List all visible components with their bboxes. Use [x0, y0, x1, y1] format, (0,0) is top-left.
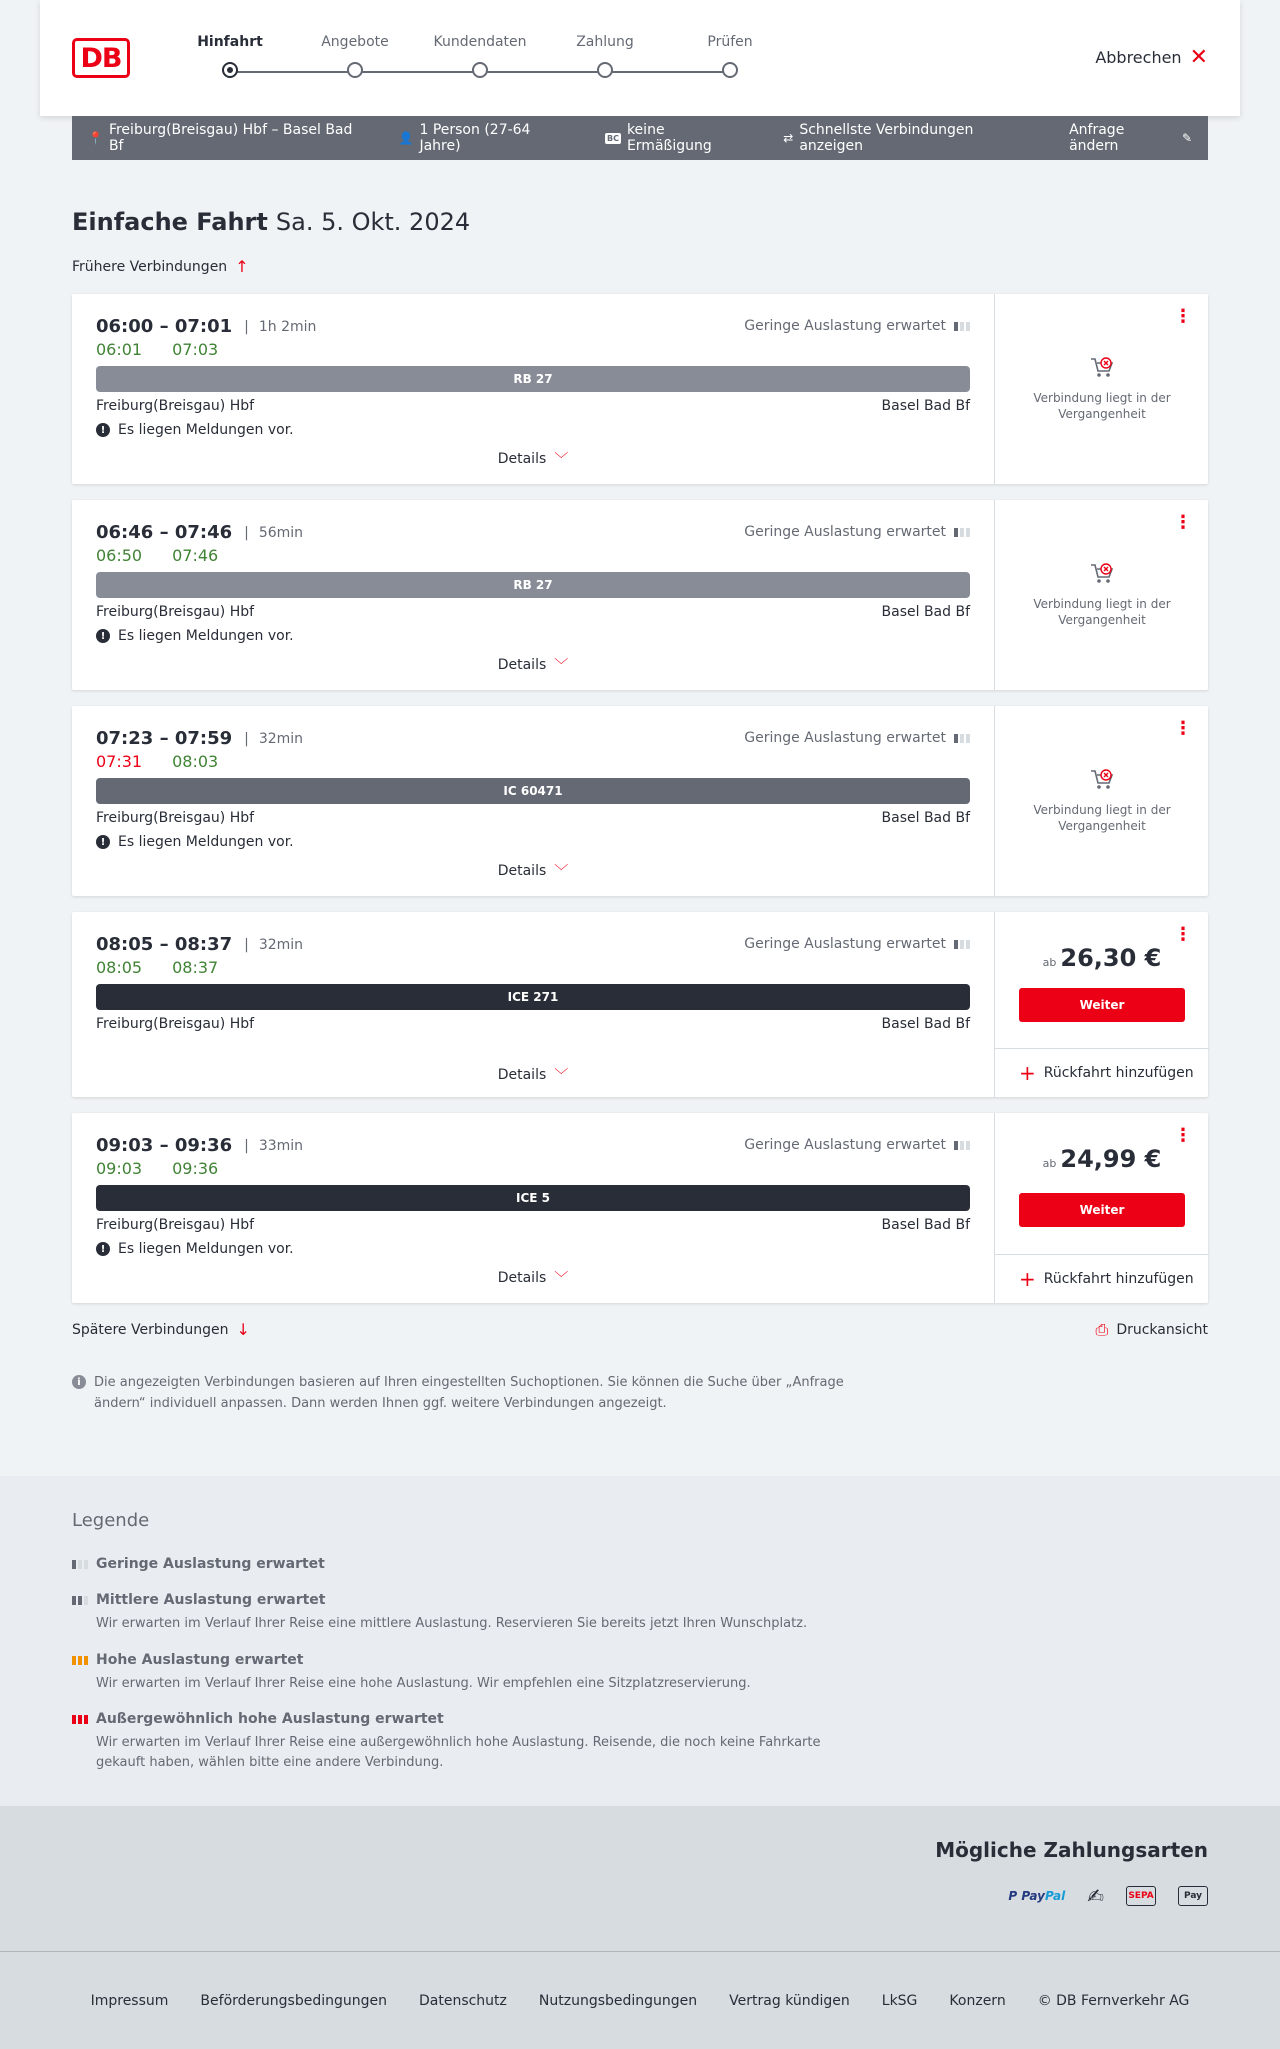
connection-times: [96, 1135, 303, 1156]
step-dot-icon: [222, 62, 238, 78]
destination-station: Basel Bad Bf: [881, 398, 970, 414]
info-text: Die angezeigten Verbindungen basieren auf Ihren eingestellten Suchoptionen. Sie können die Suche über „Anfrage ändern“ individuell anpassen. Dann werden Ihnen ggf. weitere Verbindungen angezeigt.: [94, 1375, 844, 1411]
offer-panel: [994, 294, 1208, 484]
step-angebote[interactable]: [295, 34, 415, 56]
realtime-departure: 06:50: [96, 546, 143, 565]
details-toggle[interactable]: [72, 861, 994, 881]
chevron-down-icon: ﹀: [554, 658, 569, 674]
passengers-text: 1 Person (27-64 Jahre): [419, 122, 531, 154]
step-dot-icon: [347, 62, 363, 78]
print-view-link[interactable]: [1096, 1320, 1208, 1340]
details-label: Details: [497, 451, 547, 467]
connection-card: [72, 294, 1208, 484]
step-label: Zahlung: [576, 34, 634, 50]
occupancy-level-icon: [72, 1560, 88, 1569]
step-label: Hinfahrt: [197, 34, 263, 50]
cancel-label: Abbrechen: [1095, 48, 1182, 67]
alert-icon: !: [96, 423, 110, 437]
details-label: Details: [497, 1067, 547, 1083]
offer-panel: [994, 500, 1208, 690]
legend-item-title: Außergewöhnlich hohe Auslastung erwartet: [96, 1711, 444, 1727]
earlier-label: Frühere Verbindungen: [72, 258, 228, 275]
step-zahlung[interactable]: [545, 34, 665, 56]
connection-details[interactable]: [72, 500, 994, 690]
return-label: Rückfahrt hinzufügen: [1043, 1270, 1194, 1287]
bahncard-icon: BC: [606, 133, 619, 143]
origin-station: Freiburg(Breisgau) Hbf: [96, 398, 255, 414]
footer-link[interactable]: © DB Fernverkehr AG: [1037, 1992, 1190, 2009]
connection-details[interactable]: [72, 294, 994, 484]
duration: 32min: [258, 730, 304, 747]
payment-icons: [1008, 1884, 1208, 1908]
past-connection-note: [995, 768, 1209, 834]
db-logo[interactable]: DB: [72, 38, 130, 78]
summary-route: [88, 122, 367, 154]
past-connection-note: [995, 356, 1209, 422]
message-notice[interactable]: [96, 1241, 294, 1257]
occupancy-low-icon: [954, 322, 970, 331]
paypal-b: Pal: [1044, 1889, 1066, 1903]
connection-times: [96, 728, 303, 749]
occupancy-indicator: [744, 1137, 970, 1153]
legend-item-title: Geringe Auslastung erwartet: [96, 1556, 325, 1572]
occupancy-label: Geringe Auslastung erwartet: [744, 318, 946, 334]
more-options-icon[interactable]: ⋮: [1174, 306, 1192, 327]
realtime-arrival: 08:03: [172, 752, 219, 771]
footer-link[interactable]: Vertrag kündigen: [729, 1992, 850, 2009]
price: [995, 1145, 1209, 1173]
cart-unavailable-icon: [1089, 768, 1115, 792]
separator: |: [244, 936, 249, 953]
summary-passengers: [399, 122, 573, 154]
connection-details[interactable]: [72, 706, 994, 896]
realtime-departure: 08:05: [96, 958, 143, 977]
legend-item: [72, 1556, 872, 1572]
change-request-button[interactable]: [1069, 122, 1192, 154]
step-kundendaten[interactable]: [420, 34, 540, 56]
occupancy-level-icon: [72, 1715, 88, 1724]
legend-item-head: [72, 1711, 872, 1727]
stations: [96, 1217, 970, 1233]
sepa-icon: SEPA: [1126, 1886, 1156, 1906]
chevron-down-icon: ﹀: [554, 452, 569, 468]
arrow-down-icon: ↓: [236, 1320, 250, 1339]
realtime-times: [96, 1159, 218, 1178]
offer-panel: [994, 706, 1208, 896]
payment-title: Mögliche Zahlungsarten: [935, 1838, 1208, 1862]
planned-times: 07:23 – 07:59: [96, 728, 233, 749]
chevron-down-icon: ﹀: [554, 864, 569, 880]
legend-item: [72, 1652, 872, 1694]
legend-item-head: [72, 1652, 872, 1668]
return-label: Rückfahrt hinzufügen: [1043, 1064, 1194, 1081]
legend-item-desc: Wir erwarten im Verlauf Ihrer Reise eine mittlere Auslastung. Reservieren Sie bereits jetzt Ihren Wunschplatz.: [96, 1616, 808, 1631]
destination-station: Basel Bad Bf: [881, 810, 970, 826]
apple-pay-icon: [1178, 1886, 1208, 1906]
payment-section: [0, 1806, 1280, 1951]
realtime-arrival: 08:37: [172, 958, 219, 977]
planned-times: 06:46 – 07:46: [96, 522, 233, 543]
connection-card: [72, 706, 1208, 896]
message-notice[interactable]: [96, 834, 294, 850]
price-value: 24,99 €: [1060, 1145, 1162, 1173]
step-label: Angebote: [321, 34, 389, 50]
past-label: Verbindung liegt in der Vergangenheit: [1033, 391, 1171, 421]
step-dot-icon: [722, 62, 738, 78]
location-pin-icon: 📍: [88, 131, 103, 145]
arrow-up-icon: ↑: [235, 257, 249, 276]
realtime-times: [96, 546, 218, 565]
connection-card: [72, 500, 1208, 690]
origin-station: Freiburg(Breisgau) Hbf: [96, 810, 255, 826]
later-connections-link[interactable]: [72, 1320, 250, 1339]
planned-times: 08:05 – 08:37: [96, 934, 233, 955]
price: [995, 944, 1209, 972]
progress-steps: [197, 34, 753, 84]
details-toggle[interactable]: [72, 1065, 994, 1085]
price-value: 26,30 €: [1060, 944, 1162, 972]
footer: [0, 1951, 1280, 2049]
realtime-arrival: 07:46: [172, 546, 219, 565]
page-title: [72, 208, 470, 236]
invoice-hand-icon: ✍: [1087, 1884, 1104, 1908]
header: [40, 0, 1240, 116]
train-badge[interactable]: ICE 271: [96, 984, 970, 1010]
legend-item-title: Mittlere Auslastung erwartet: [96, 1592, 326, 1608]
duration: 33min: [258, 1137, 304, 1154]
separator: |: [244, 524, 249, 541]
stations: [96, 810, 970, 826]
discount-text: keine Ermäßigung: [626, 122, 712, 154]
add-return-trip-button[interactable]: [995, 1048, 1209, 1096]
add-return-trip-button[interactable]: [995, 1254, 1209, 1302]
applepay-text: Pay: [1183, 1891, 1203, 1901]
details-label: Details: [497, 1270, 547, 1286]
realtime-arrival: 09:36: [172, 1159, 219, 1178]
realtime-times: [96, 340, 218, 359]
fastest-text: Schnellste Verbindungen anzeigen: [799, 122, 974, 154]
planned-times: 09:03 – 09:36: [96, 1135, 233, 1156]
more-options-icon[interactable]: ⋮: [1174, 512, 1192, 533]
train-badge[interactable]: ICE 5: [96, 1185, 970, 1211]
realtime-times: [96, 958, 218, 977]
message-label: Es liegen Meldungen vor.: [118, 628, 294, 644]
offer-panel: [994, 1113, 1208, 1303]
step-pruefen[interactable]: [670, 34, 790, 56]
footer-link[interactable]: Nutzungsbedingungen: [538, 1992, 698, 2009]
realtime-arrival: 07:03: [172, 340, 219, 359]
separator: |: [244, 1137, 249, 1154]
duration: 56min: [258, 524, 304, 541]
alert-icon: !: [96, 1242, 110, 1256]
details-toggle[interactable]: [72, 1268, 994, 1288]
past-label: Verbindung liegt in der Vergangenheit: [1033, 597, 1171, 627]
footer-link[interactable]: Impressum: [90, 1992, 169, 2009]
legend-item-head: [72, 1592, 872, 1608]
connection-times: [96, 934, 303, 955]
occupancy-label: Geringe Auslastung erwartet: [744, 730, 946, 746]
legend-item: [72, 1711, 872, 1773]
separator: |: [244, 318, 249, 335]
swap-arrows-icon: ⇄: [783, 131, 794, 145]
details-toggle[interactable]: [72, 655, 994, 675]
occupancy-low-icon: [954, 528, 970, 537]
details-label: Details: [497, 863, 547, 879]
footer-link[interactable]: Konzern: [949, 1992, 1006, 2009]
occupancy-low-icon: [954, 940, 970, 949]
plus-icon: +: [1019, 1266, 1036, 1291]
cancel-button[interactable]: [1095, 44, 1208, 70]
summary-fastest[interactable]: [783, 122, 1037, 154]
connection-card: [72, 1113, 1208, 1303]
route-text: Freiburg(Breisgau) Hbf – Basel Bad Bf: [108, 122, 353, 154]
destination-station: Basel Bad Bf: [881, 604, 970, 620]
offer-panel: [994, 912, 1208, 1097]
chevron-down-icon: ﹀: [554, 1068, 569, 1084]
alert-icon: !: [96, 629, 110, 643]
more-options-icon[interactable]: ⋮: [1174, 1125, 1192, 1146]
cart-unavailable-icon: [1089, 562, 1115, 586]
change-request-label: Anfrage ändern: [1069, 122, 1125, 154]
footer-link[interactable]: Datenschutz: [418, 1992, 507, 2009]
connection-details[interactable]: [72, 1113, 994, 1303]
pencil-icon: ✎: [1181, 131, 1192, 145]
occupancy-indicator: [744, 318, 970, 334]
step-hinfahrt[interactable]: [170, 34, 290, 56]
origin-station: Freiburg(Breisgau) Hbf: [96, 1217, 255, 1233]
past-label: Verbindung liegt in der Vergangenheit: [1033, 803, 1171, 833]
cart-unavailable-icon: [1089, 356, 1115, 380]
continue-button[interactable]: Weiter: [1019, 1193, 1185, 1227]
trip-date: Sa. 5. Okt. 2024: [275, 208, 471, 236]
occupancy-level-icon: [72, 1656, 88, 1665]
occupancy-label: Geringe Auslastung erwartet: [744, 936, 946, 952]
occupancy-indicator: [744, 936, 970, 952]
legend-item-head: [72, 1556, 872, 1572]
train-badge[interactable]: IC 60471: [96, 778, 970, 804]
close-icon: ✕: [1189, 44, 1208, 70]
details-toggle[interactable]: [72, 449, 994, 469]
destination-station: Basel Bad Bf: [881, 1016, 970, 1032]
legend-item-desc: Wir erwarten im Verlauf Ihrer Reise eine außergewöhnlich hohe Auslastung. Reisende, die noch keine Fahrkarte gekauft haben, wählen bitte eine andere Verbindung.: [96, 1735, 821, 1770]
separator: |: [244, 730, 249, 747]
destination-station: Basel Bad Bf: [881, 1217, 970, 1233]
details-label: Details: [497, 657, 547, 673]
occupancy-indicator: [744, 524, 970, 540]
planned-times: 06:00 – 07:01: [96, 316, 233, 337]
duration: 32min: [258, 936, 304, 953]
legend-title: Legende: [72, 1510, 150, 1531]
alert-icon: !: [96, 835, 110, 849]
message-label: Es liegen Meldungen vor.: [118, 834, 294, 850]
step-dot-icon: [597, 62, 613, 78]
occupancy-label: Geringe Auslastung erwartet: [744, 1137, 946, 1153]
occupancy-label: Geringe Auslastung erwartet: [744, 524, 946, 540]
later-label: Spätere Verbindungen: [72, 1321, 229, 1338]
person-icon: 👤: [398, 131, 414, 145]
paypal-a: Pay: [1021, 1889, 1045, 1903]
more-options-icon[interactable]: ⋮: [1174, 924, 1192, 945]
chevron-down-icon: ﹀: [554, 1271, 569, 1287]
origin-station: Freiburg(Breisgau) Hbf: [96, 604, 255, 620]
legend-section: [0, 1476, 1280, 1806]
paypal-icon: P PayPal: [1008, 1889, 1066, 1903]
trip-type: Einfache Fahrt: [72, 208, 268, 236]
step-dot-icon: [472, 62, 488, 78]
occupancy-low-icon: [954, 734, 970, 743]
continue-button[interactable]: Weiter: [1019, 988, 1185, 1022]
step-label: Prüfen: [707, 34, 753, 50]
search-summary-bar: [72, 116, 1208, 160]
footer-link[interactable]: Beförderungsbedingungen: [200, 1992, 387, 2009]
footer-link[interactable]: LkSG: [881, 1992, 918, 2009]
price-prefix: ab: [1042, 956, 1057, 969]
connection-times: [96, 316, 316, 337]
summary-discount: [605, 122, 751, 154]
print-label: Druckansicht: [1116, 1322, 1208, 1338]
train-badge[interactable]: RB 27: [96, 366, 970, 392]
step-label: Kundendaten: [433, 34, 527, 50]
realtime-departure: 09:03: [96, 1159, 143, 1178]
plus-icon: +: [1019, 1060, 1036, 1085]
occupancy-level-icon: [72, 1596, 88, 1605]
message-notice[interactable]: [96, 628, 294, 644]
info-icon: i: [72, 1375, 86, 1389]
duration: 1h 2min: [258, 318, 317, 335]
stations: [96, 604, 970, 620]
more-options-icon[interactable]: ⋮: [1174, 718, 1192, 739]
printer-icon: ⎙: [1095, 1320, 1109, 1339]
connection-card: [72, 912, 1208, 1097]
realtime-departure: 06:01: [96, 340, 143, 359]
realtime-times: [96, 752, 218, 771]
train-badge[interactable]: RB 27: [96, 572, 970, 598]
stations: [96, 398, 970, 414]
legend-item: [72, 1592, 872, 1634]
connection-times: [96, 522, 303, 543]
message-label: Es liegen Meldungen vor.: [118, 1241, 294, 1257]
stations: [96, 1016, 970, 1032]
occupancy-low-icon: [954, 1141, 970, 1150]
past-connection-note: [995, 562, 1209, 628]
realtime-departure: 07:31: [96, 752, 143, 771]
origin-station: Freiburg(Breisgau) Hbf: [96, 1016, 255, 1032]
info-note: [72, 1372, 852, 1414]
message-label: Es liegen Meldungen vor.: [118, 422, 294, 438]
price-prefix: ab: [1042, 1157, 1057, 1170]
earlier-connections-link[interactable]: [72, 257, 249, 276]
connection-details[interactable]: [72, 912, 994, 1097]
message-notice[interactable]: [96, 422, 294, 438]
legend-item-desc: Wir erwarten im Verlauf Ihrer Reise eine hohe Auslastung. Wir empfehlen eine Sitzplatzreservierung.: [96, 1676, 751, 1691]
legend-item-title: Hohe Auslastung erwartet: [96, 1652, 304, 1668]
occupancy-indicator: [744, 730, 970, 746]
